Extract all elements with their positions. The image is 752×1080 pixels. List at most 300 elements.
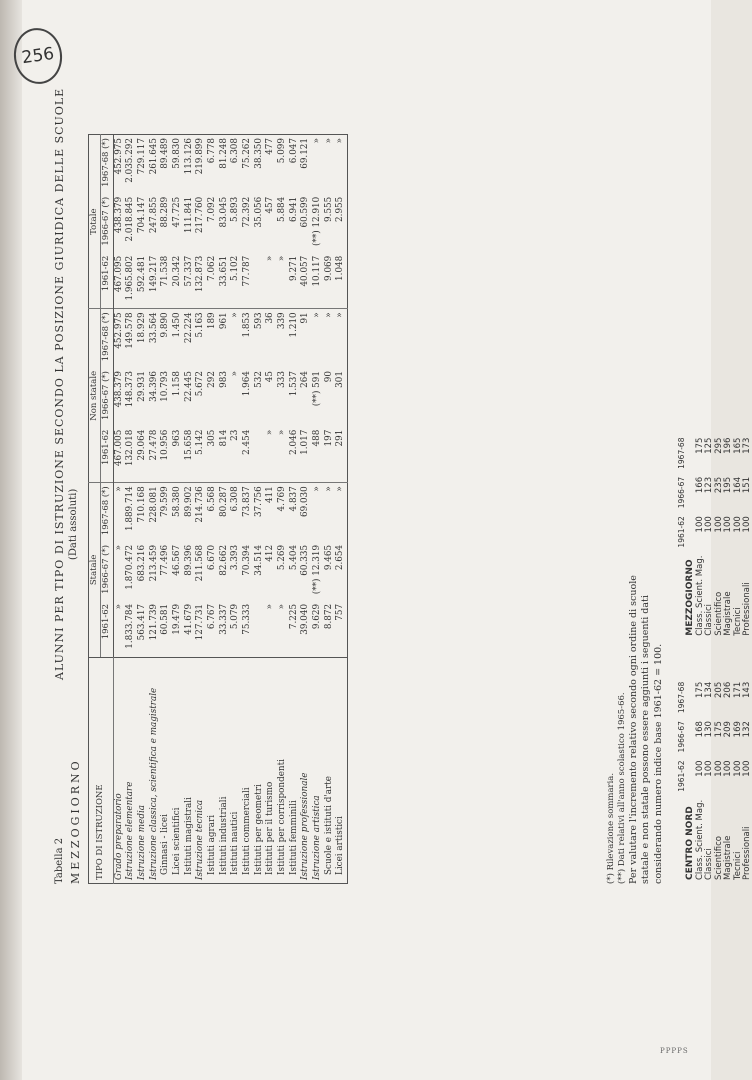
table-cell: 2.654 <box>335 544 346 571</box>
table-cell: 2.046 <box>288 429 299 455</box>
index-row-label: Class. Scient. Mag. <box>695 799 706 880</box>
index-year-header: 1967-68 <box>677 437 686 469</box>
page-number: 256 <box>20 43 56 69</box>
table-cell: 70.394 <box>242 544 253 576</box>
index-cell: 205 <box>713 681 724 698</box>
table-cell: 757 <box>335 603 346 621</box>
table-cell: 10.793 <box>160 371 171 402</box>
table-cell: 5.404 <box>288 544 299 571</box>
table-cell: 532 <box>253 371 264 388</box>
table-cell: 291 <box>335 429 346 447</box>
table-row <box>324 135 336 884</box>
table-cell: 34.514 <box>253 544 264 576</box>
table-cell: 29.931 <box>137 371 148 402</box>
table-cell: 2.955 <box>335 196 346 222</box>
index-cell: 100 <box>695 516 706 533</box>
table-cell: 7.092 <box>207 196 218 222</box>
table-cell: 9.271 <box>288 255 299 281</box>
table-cell: 20.342 <box>172 255 183 287</box>
table-cell: 127.731 <box>195 603 206 641</box>
table-cell: 10.117 <box>312 255 323 287</box>
index-cell: 143 <box>741 681 752 698</box>
row-label: Istruzione professionale <box>300 657 312 883</box>
year-header: 1966-67 (*) <box>101 542 113 601</box>
table-cell: 189 <box>207 309 219 368</box>
table-cell: 2.454 <box>242 429 253 455</box>
index-year-header: 1961-62 <box>677 760 686 792</box>
rotated-table-content <box>46 40 752 1080</box>
table-cell: » <box>323 138 334 144</box>
table-cell: 27.478 <box>148 429 159 461</box>
table-cell: 438.379 <box>113 371 124 408</box>
table-cell: » <box>230 309 242 368</box>
table-cell: 1.964 <box>242 371 253 397</box>
table-cell: 213.459 <box>148 544 159 582</box>
index-cell: 100 <box>723 760 734 777</box>
year-header: 1961-62 <box>101 601 113 657</box>
table-cell: 710.168 <box>137 483 149 542</box>
table-cell: 89.396 <box>183 544 194 576</box>
table-cell: 10.956 <box>160 429 171 461</box>
table-cell: » <box>265 429 276 436</box>
index-cell: 175 <box>695 681 706 698</box>
table-cell: 148.373 <box>125 371 136 408</box>
table-cell <box>254 427 266 483</box>
table-cell: 7.062 <box>207 255 218 281</box>
index-body <box>696 434 752 884</box>
index-cell: 295 <box>713 437 724 454</box>
index-row <box>724 434 733 884</box>
students-table <box>88 134 348 884</box>
table-cell: 90 <box>323 371 334 383</box>
table-cell: 4.769 <box>277 483 289 542</box>
index-cell: 100 <box>741 760 752 777</box>
row-label: Licei artistici <box>335 657 347 883</box>
document-title: ALUNNI PER TIPO DI ISTRUZIONE SECONDO LA POSIZIONE GIURIDICA DELLE SCUOLE <box>53 87 66 680</box>
table-cell: 132.873 <box>195 255 206 293</box>
table-cell: 477 <box>265 138 276 155</box>
table-cell: 5.079 <box>230 603 241 630</box>
table-cell: 5.269 <box>277 544 288 571</box>
footnote: (*) Rilevazione sommaria. <box>606 772 616 884</box>
table-cell: » <box>113 483 125 542</box>
row-label: Ginnasi - licei <box>160 657 172 883</box>
table-row <box>172 135 184 884</box>
index-title-centro-nord: CENTRO NORD <box>685 806 696 880</box>
table-cell: 563.417 <box>137 603 148 641</box>
table-cell: 8.872 <box>323 603 334 630</box>
index-cell: 175 <box>695 437 706 454</box>
table-cell: 80.287 <box>219 483 231 542</box>
table-cell: » <box>277 255 288 262</box>
table-group-header <box>89 135 101 884</box>
table-cell: 5.099 <box>277 138 288 164</box>
row-label: Istruzione artistica <box>312 657 324 883</box>
year-header: 1966-67 (*) <box>101 194 113 253</box>
table-cell: » <box>265 255 276 262</box>
table-cell: 7.225 <box>288 603 299 630</box>
index-cell: 175 <box>713 721 724 738</box>
index-cell: 164 <box>732 476 743 494</box>
table-cell: (**) 591 <box>312 371 323 407</box>
index-cell: 168 <box>695 721 706 738</box>
table-cell: » <box>265 603 276 610</box>
row-label: Istruzione classica, scientifica e magistrale <box>149 657 161 883</box>
table-row <box>335 135 347 884</box>
index-row-label: Magistrale <box>723 835 734 880</box>
table-cell: 18.929 <box>137 309 149 368</box>
table-cell: » <box>277 603 288 610</box>
table-cell: 1.889.714 <box>125 483 137 542</box>
index-row-label: Professionali <box>741 582 752 636</box>
table-row <box>300 135 312 884</box>
index-row-label: Professionali <box>741 826 752 880</box>
table-cell: » <box>335 138 346 144</box>
table-cell: 211.568 <box>195 544 206 582</box>
table-row <box>312 135 324 884</box>
table-cell: 5.102 <box>230 255 241 281</box>
table-cell: » <box>277 429 288 436</box>
table-cell: 9.890 <box>160 309 172 368</box>
table-cell: 814 <box>218 429 229 447</box>
index-year-header: 1967-68 <box>677 681 686 714</box>
table-row <box>149 135 161 884</box>
table-row <box>195 135 207 884</box>
table-cell: 60.335 <box>300 544 311 576</box>
table-cell: 132.018 <box>125 429 136 467</box>
index-cell: 100 <box>704 760 715 777</box>
col-type-header: TIPO DI ISTRUZIONE <box>89 657 114 883</box>
table-cell: 29.064 <box>137 429 148 461</box>
table-cell: 1.965.802 <box>125 255 136 301</box>
table-cell: 1.017 <box>300 429 311 455</box>
table-cell: 6.308 <box>230 138 241 164</box>
row-label: Istruzione media <box>137 657 149 883</box>
table-cell: 121.739 <box>148 603 159 641</box>
table-cell: 452.975 <box>113 309 125 368</box>
year-header: 1967-68 (*) <box>101 135 113 194</box>
table-cell: 33.564 <box>149 309 161 368</box>
table-cell: 228.081 <box>149 483 161 542</box>
index-cell: 196 <box>723 437 734 454</box>
table-body <box>113 135 347 884</box>
table-row <box>137 135 149 884</box>
row-label: Istituti per corrispondenti <box>277 657 289 883</box>
index-row-label: Tecnici <box>732 607 743 636</box>
scan-bottom-mark: PPPPS <box>660 1047 689 1055</box>
footnote: (**) Dati relativi all'anno scolastico 1965-66. <box>616 692 627 884</box>
table-cell: 333 <box>277 371 288 388</box>
index-row-label: Magistrale <box>723 591 734 636</box>
table-cell: 77.787 <box>242 255 253 287</box>
table-cell: 301 <box>335 371 346 388</box>
index-cell: 100 <box>695 760 706 777</box>
table-cell: » <box>113 544 124 551</box>
table-cell: 149.217 <box>148 255 159 293</box>
table-cell: 45 <box>265 371 276 383</box>
table-row <box>254 135 266 884</box>
table-cell: 58.380 <box>172 483 184 542</box>
table-cell: 38.350 <box>253 138 264 169</box>
index-row <box>743 434 752 884</box>
table-cell: 82.662 <box>218 544 229 576</box>
table-row <box>113 135 125 884</box>
table-cell: 22.224 <box>184 309 196 368</box>
table-cell: 15.658 <box>183 429 194 461</box>
year-header: 1967-68 (*) <box>101 483 113 542</box>
index-spacer <box>734 640 743 678</box>
table-cell: 22.445 <box>183 371 194 402</box>
table-cell: » <box>324 483 336 542</box>
table-cell: 60.581 <box>160 603 171 635</box>
group-header-totale: Totale <box>89 135 101 309</box>
table-cell: 57.337 <box>183 255 194 287</box>
table-cell: 457 <box>265 196 276 214</box>
index-cell: 209 <box>723 721 734 738</box>
table-cell: 37.756 <box>254 483 266 542</box>
table-cell: 91 <box>300 309 312 368</box>
table-row <box>289 135 301 884</box>
table-cell: 41.679 <box>183 603 194 635</box>
table-cell: 19.479 <box>172 603 183 635</box>
row-label: Istruzione tecnica <box>195 657 207 883</box>
table-cell: 214.736 <box>195 483 207 542</box>
table-cell: 592.481 <box>137 255 148 293</box>
index-cell: 235 <box>713 476 724 494</box>
row-label: Istituti industriali <box>219 657 231 883</box>
table-cell: 34.396 <box>148 371 159 402</box>
table-cell: 47.725 <box>172 196 183 228</box>
year-header: 1967-68 (*) <box>101 309 113 368</box>
row-label: Istituti nautici <box>230 657 242 883</box>
table-cell: 683.216 <box>137 544 148 582</box>
index-row-label: Tecnici <box>732 851 743 880</box>
table-cell: 89.902 <box>184 483 196 542</box>
index-cell: 100 <box>732 760 743 777</box>
index-title-mezzogiorno: MEZZOGIORNO <box>685 559 696 636</box>
table-cell: 729.117 <box>137 138 148 175</box>
table-cell: 1.450 <box>172 309 184 368</box>
index-year-header: 1961-62 <box>677 516 686 548</box>
table-cell: 6.767 <box>207 603 218 630</box>
table-cell: 46.567 <box>172 544 183 576</box>
index-cell: 195 <box>723 476 734 494</box>
index-cell: 169 <box>732 721 743 738</box>
index-row-label: Scientifico <box>713 836 724 880</box>
index-row-label: Classici <box>704 604 715 636</box>
year-header: 1966-67 (*) <box>101 368 113 427</box>
table-cell: » <box>312 138 323 144</box>
table-cell: 983 <box>218 371 229 388</box>
index-cell: 130 <box>704 721 715 738</box>
row-label: Istituti commerciali <box>242 657 254 883</box>
table-cell: 75.262 <box>242 138 253 169</box>
table-cell: » <box>230 371 241 377</box>
index-cell: 100 <box>713 516 724 533</box>
index-row <box>696 434 705 884</box>
table-cell: 72.392 <box>242 196 253 228</box>
row-label: Istituti magistrali <box>184 657 196 883</box>
table-cell: 113.126 <box>183 138 194 175</box>
table-cell: 1.048 <box>335 255 346 281</box>
footnotes <box>606 692 627 884</box>
table-row <box>160 135 172 884</box>
table-cell: 1.853 <box>242 309 254 368</box>
table-cell: 6.568 <box>207 483 219 542</box>
table-row <box>219 135 231 884</box>
table-cell: 23 <box>230 429 241 441</box>
table-cell: 339 <box>277 309 289 368</box>
table-cell: 217.760 <box>195 196 206 234</box>
table-cell: 39.040 <box>300 603 311 635</box>
table-cell: » <box>312 309 324 368</box>
table-cell: 4.837 <box>289 483 301 542</box>
table-cell: 704.147 <box>137 196 148 234</box>
index-cell: 151 <box>741 476 752 494</box>
table-cell: 6.941 <box>288 196 299 222</box>
index-cell: 206 <box>723 681 734 698</box>
year-header: 1961-62 <box>101 253 113 309</box>
table-cell: 1.158 <box>172 371 183 397</box>
table-cell: 40.057 <box>300 255 311 287</box>
index-cell: 173 <box>741 437 752 454</box>
region-title: MEZZOGIORNO <box>69 758 82 884</box>
table-cell <box>254 253 266 309</box>
table-cell: 488 <box>312 429 323 447</box>
scan-margin-shadow <box>0 0 22 1080</box>
table-row <box>207 135 219 884</box>
table-cell: » <box>335 483 347 542</box>
table-row <box>184 135 196 884</box>
table-cell: 3.393 <box>230 544 241 571</box>
table-cell: 69.030 <box>300 483 312 542</box>
table-cell: 412 <box>265 544 276 562</box>
index-row <box>705 434 714 884</box>
index-row-label: Scientifico <box>713 591 724 636</box>
index-cell: 125 <box>704 437 715 454</box>
table-cell: 60.599 <box>300 196 311 228</box>
row-label: Grado preparatorio <box>113 657 125 883</box>
table-cell: 963 <box>172 429 183 447</box>
table-cell: 33.337 <box>218 603 229 635</box>
index-year-header: 1966-67 <box>677 721 686 753</box>
row-label: Istituti per il turismo <box>265 657 277 883</box>
table-cell: 9.629 <box>312 603 323 630</box>
index-cell: 165 <box>732 437 743 454</box>
table-cell: 83.045 <box>218 196 229 228</box>
table-cell: 71.538 <box>160 255 171 287</box>
table-cell: 438.379 <box>113 196 124 234</box>
table-cell: 69.121 <box>300 138 311 169</box>
table-cell: 6.047 <box>288 138 299 164</box>
table-cell: 1.537 <box>288 371 299 397</box>
table-cell: 961 <box>219 309 231 368</box>
table-cell: 33.651 <box>218 255 229 287</box>
index-spacer <box>696 640 705 678</box>
document-subtitle: (Dati assoluti) <box>68 488 79 560</box>
row-label: Istruzione elementare <box>125 657 137 883</box>
index-cell: 123 <box>704 476 715 494</box>
table-row <box>125 135 137 884</box>
index-intro-text: Per valutare l'incremento relativo secondo ogni ordine di scuole statale e non statale possono essere aggiunti i seguenti dati considerando numero indice base 1961-62 = 100. <box>628 575 664 884</box>
index-cell: 100 <box>732 516 743 533</box>
table-cell: 264 <box>300 371 311 388</box>
table-cell: 5.884 <box>277 196 288 222</box>
index-spacer <box>743 640 752 678</box>
table-row <box>230 135 242 884</box>
table-cell: (**) 12.319 <box>312 544 323 595</box>
table-cell: 9.465 <box>323 544 334 571</box>
table-cell: 2.035.292 <box>125 138 136 183</box>
index-year-header: 1966-67 <box>677 476 686 509</box>
row-label: Istituti agrari <box>207 657 219 883</box>
table-cell: 467.005 <box>113 429 124 467</box>
table-cell <box>254 601 266 657</box>
table-cell: 6.670 <box>207 544 218 571</box>
index-row-label: Classici <box>704 848 715 880</box>
index-spacer <box>705 640 714 678</box>
table-row <box>277 135 289 884</box>
table-cell: 197 <box>323 429 334 447</box>
table-cell: 9.555 <box>323 196 334 222</box>
table-cell: 79.599 <box>160 483 172 542</box>
table-cell: 81.248 <box>218 138 229 169</box>
table-cell: 35.056 <box>253 196 264 228</box>
table-cell: » <box>113 603 124 610</box>
table-cell: 149.578 <box>125 309 137 368</box>
table-cell: 88.289 <box>160 196 171 228</box>
index-row-label: Class. Scient. Mag. <box>695 555 706 636</box>
row-label: Istituti femminili <box>289 657 301 883</box>
table-cell: 75.333 <box>242 603 253 635</box>
index-spacer <box>715 640 724 678</box>
table-cell: 411 <box>265 483 277 542</box>
index-spacer <box>724 640 733 678</box>
index-table <box>678 434 752 884</box>
table-cell: 292 <box>207 371 218 388</box>
index-cell: 100 <box>723 516 734 533</box>
index-cell: 166 <box>695 476 706 494</box>
index-row <box>715 434 724 884</box>
table-cell: 73.837 <box>242 483 254 542</box>
table-cell: 6.778 <box>207 138 218 164</box>
table-cell: 261.645 <box>148 138 159 175</box>
table-cell: 5.672 <box>195 371 206 397</box>
table-cell: 467.095 <box>113 255 124 293</box>
index-cell: 134 <box>704 681 715 698</box>
table-row <box>242 135 254 884</box>
index-cell: 100 <box>741 516 752 533</box>
table-cell: » <box>335 309 347 368</box>
index-row <box>734 434 743 884</box>
table-cell: 5.893 <box>230 196 241 222</box>
table-cell: 5.163 <box>195 309 207 368</box>
table-cell: 305 <box>207 429 218 447</box>
table-cell: 5.142 <box>195 429 206 455</box>
index-cell: 100 <box>704 516 715 533</box>
table-cell: 2.018.845 <box>125 196 136 242</box>
table-cell: 1.210 <box>289 309 301 368</box>
table-cell: 219.899 <box>195 138 206 175</box>
group-header-non-statale: Non statale <box>89 309 101 483</box>
table-cell: 247.855 <box>148 196 159 234</box>
table-cell: » <box>324 309 336 368</box>
table-cell: 1.870.472 <box>125 544 136 590</box>
table-cell: » <box>312 483 324 542</box>
table-label: Tabella 2 <box>54 837 65 884</box>
index-cell: 132 <box>741 721 752 738</box>
year-header: 1961-62 <box>101 427 113 483</box>
